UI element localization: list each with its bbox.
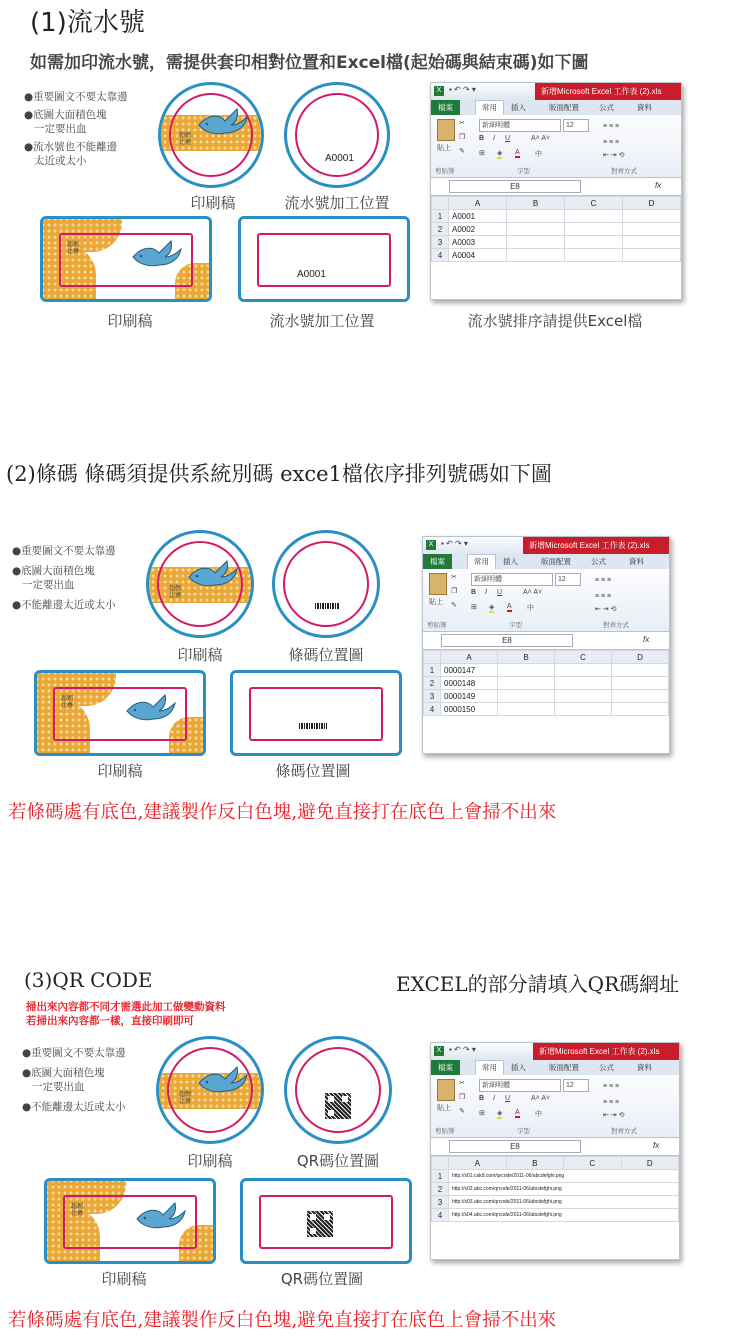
- ribbon: [423, 569, 669, 632]
- circle-label-position: [284, 1036, 392, 1144]
- excel-icon: X: [434, 1046, 444, 1056]
- cell[interactable]: [623, 210, 681, 223]
- tab-insert[interactable]: 插入: [511, 1063, 526, 1072]
- caption-position: 條碼位置圖: [288, 646, 364, 664]
- bleed-circle: [295, 93, 379, 177]
- excel-titlebar: [431, 1043, 679, 1060]
- cell[interactable]: [507, 249, 565, 262]
- row-header[interactable]: 3: [424, 690, 441, 703]
- bullet: 太近或太小: [34, 155, 87, 167]
- align-icons[interactable]: ≡ ≡ ≡: [603, 139, 620, 146]
- underline-icon[interactable]: U: [497, 589, 503, 596]
- sheet-grid: [431, 1156, 679, 1222]
- font-color-icon[interactable]: A: [515, 1109, 520, 1116]
- format-painter-icon[interactable]: ✎: [451, 602, 457, 609]
- quick-access-icons[interactable]: ▪ ↶ ↷ ▾: [441, 539, 468, 548]
- paste-label[interactable]: 貼上: [437, 145, 451, 152]
- tab-layout[interactable]: 版面配置: [541, 557, 571, 566]
- bleed-circle: [295, 1047, 381, 1133]
- rect-label-position: [230, 670, 402, 756]
- note-line: 若掃出來內容都一樣，直接印刷即可: [26, 1015, 194, 1027]
- bullet: ●不能離邊太近或太小: [22, 1101, 126, 1113]
- col-header[interactable]: A: [449, 197, 507, 210]
- tab-file[interactable]: 檔案: [431, 100, 460, 115]
- bird-icon: [195, 1061, 251, 1101]
- font-color-icon[interactable]: A: [515, 149, 520, 156]
- caption-position: QR碼位置圖: [280, 1270, 364, 1288]
- tab-insert[interactable]: 插入: [503, 557, 518, 566]
- format-painter-icon[interactable]: ✎: [459, 148, 465, 155]
- italic-icon[interactable]: I: [493, 135, 495, 142]
- row-header[interactable]: 3: [432, 236, 449, 249]
- bullet: ●重要圖文不要太靠邊: [24, 91, 128, 103]
- bullet: ●流水號也不能離邊: [24, 141, 118, 153]
- caption-print: 印刷稿: [177, 646, 223, 664]
- label-text: 超韌 比賽: [179, 1091, 192, 1105]
- cell[interactable]: [612, 690, 669, 703]
- underline-icon[interactable]: U: [505, 135, 511, 142]
- row-header[interactable]: 4: [424, 703, 441, 716]
- section3-bullets: [22, 1046, 126, 1114]
- group-align: 對齊方式: [611, 168, 637, 175]
- bird-icon: [185, 555, 241, 595]
- caption-print: 印刷稿: [97, 762, 143, 780]
- copy-icon[interactable]: ❐: [459, 1094, 466, 1101]
- formula-bar: [431, 178, 681, 196]
- group-font: 字型: [509, 622, 522, 629]
- font-grow-icon[interactable]: A˄ A˅: [531, 1095, 551, 1102]
- col-header[interactable]: D: [621, 1157, 679, 1170]
- cell[interactable]: A0002: [449, 223, 507, 236]
- ribbon: [431, 115, 681, 178]
- row-header[interactable]: 2: [432, 223, 449, 236]
- italic-icon[interactable]: I: [493, 1095, 495, 1102]
- bullet: ●底圖大面積色塊: [12, 565, 95, 577]
- tab-formula[interactable]: 公式: [591, 557, 606, 566]
- section3-title: (3)QR CODE: [24, 968, 153, 992]
- section1-subtitle: 如需加印流水號，需提供套印相對位置和Excel檔(起始碼與結束碼)如下圖: [30, 53, 589, 73]
- excel-window: [422, 536, 670, 754]
- name-box[interactable]: E8: [441, 634, 573, 647]
- bird-icon: [129, 235, 185, 275]
- phonetic-icon[interactable]: 中: [535, 151, 542, 158]
- row-header[interactable]: 2: [432, 1183, 449, 1196]
- sheet-grid: [431, 196, 681, 262]
- paste-icon[interactable]: [429, 573, 447, 595]
- col-header[interactable]: C: [555, 651, 612, 664]
- qr-code-icon: [325, 1093, 351, 1119]
- font-grow-icon[interactable]: A˄ A˅: [523, 589, 543, 596]
- caption-position: 流水號加工位置: [284, 194, 390, 212]
- bullet: ●底圖大面積色塊: [22, 1067, 105, 1079]
- cut-icon[interactable]: ✂: [459, 120, 465, 127]
- cell[interactable]: A0004: [449, 249, 507, 262]
- align-icons[interactable]: ≡ ≡ ≡: [595, 593, 612, 600]
- circle-label-print: [156, 1036, 264, 1144]
- font-grow-icon[interactable]: A˄ A˅: [531, 135, 551, 142]
- bold-icon[interactable]: B: [479, 135, 485, 142]
- row-header[interactable]: 1: [432, 1170, 449, 1183]
- cut-icon[interactable]: ✂: [459, 1080, 465, 1087]
- cell[interactable]: [565, 210, 623, 223]
- italic-icon[interactable]: I: [485, 589, 487, 596]
- excel-window: [430, 1042, 680, 1260]
- rect-label-position: [238, 216, 410, 302]
- formula-bar: [423, 632, 669, 650]
- underline-icon[interactable]: U: [505, 1095, 511, 1102]
- quick-access-icons[interactable]: ▪ ↶ ↷ ▾: [449, 85, 476, 94]
- cell[interactable]: http://s01.cak9.com/qrcode/2011-06/abcdefghi.png: [449, 1170, 679, 1183]
- tab-data[interactable]: 資料: [637, 103, 652, 112]
- excel-window: [430, 82, 682, 300]
- qr-code-icon: [307, 1211, 333, 1237]
- paste-label[interactable]: 貼上: [429, 599, 443, 606]
- col-header[interactable]: D: [623, 197, 681, 210]
- fx-icon[interactable]: fx: [653, 1141, 660, 1150]
- row-header[interactable]: 2: [424, 677, 441, 690]
- group-align: 對齊方式: [603, 622, 629, 629]
- tab-layout[interactable]: 版面配置: [549, 103, 579, 112]
- note-line: 掃出來內容都不同才需選此加工做變動資料: [26, 1001, 226, 1013]
- fill-color-icon[interactable]: ◈: [497, 150, 503, 157]
- formula-bar: [431, 1138, 679, 1156]
- ribbon: [431, 1075, 679, 1138]
- cell[interactable]: [623, 236, 681, 249]
- warning-text: 若條碼處有底色,建議製作反白色塊,避免直接打在底色上會掃不出來: [8, 1310, 557, 1331]
- cell[interactable]: [555, 690, 612, 703]
- section3-notes: [26, 1000, 226, 1028]
- serial-number: A0001: [325, 153, 354, 164]
- tab-formula[interactable]: 公式: [599, 103, 614, 112]
- circle-label-position: [284, 82, 390, 188]
- tab-layout[interactable]: 版面配置: [549, 1063, 579, 1072]
- font-name-select[interactable]: 新細明體: [471, 573, 553, 586]
- tab-file[interactable]: 檔案: [431, 1060, 460, 1075]
- bullet: 一定要出血: [34, 123, 87, 135]
- tab-data[interactable]: 資料: [637, 1063, 652, 1072]
- indent-icons[interactable]: ⇤ ⇥ ⟲: [603, 152, 625, 159]
- border-icon[interactable]: ⊞: [471, 604, 477, 611]
- group-clipboard: 剪貼簿: [435, 1128, 455, 1135]
- row-header[interactable]: 4: [432, 1209, 449, 1222]
- bullet: 一定要出血: [32, 1081, 85, 1093]
- rect-label-print: [40, 216, 212, 302]
- fill-color-icon[interactable]: ◈: [497, 1110, 503, 1117]
- barcode-icon: [299, 723, 327, 729]
- align-icons[interactable]: ≡ ≡ ≡: [603, 1083, 620, 1090]
- cell[interactable]: A0003: [449, 236, 507, 249]
- excel-icon: X: [426, 540, 436, 550]
- cell[interactable]: 0000150: [441, 703, 498, 716]
- cell[interactable]: http://s02.abc.com/qrcode/2011-06/abcdefghi.png: [449, 1183, 679, 1196]
- align-icons[interactable]: ≡ ≡ ≡: [595, 577, 612, 584]
- cell[interactable]: 0000147: [441, 664, 498, 677]
- font-color-icon[interactable]: A: [507, 603, 512, 610]
- col-header[interactable]: C: [564, 1157, 622, 1170]
- cell[interactable]: [623, 249, 681, 262]
- label-text: 超韌 比賽: [71, 1203, 84, 1217]
- cell[interactable]: [507, 223, 565, 236]
- group-font: 字型: [517, 168, 530, 175]
- align-icons[interactable]: ≡ ≡ ≡: [603, 1099, 620, 1106]
- name-box[interactable]: E8: [449, 180, 581, 193]
- section2-bullets: [12, 544, 116, 612]
- group-clipboard: 剪貼簿: [435, 168, 455, 175]
- ribbon-tabs: [423, 554, 669, 569]
- phonetic-icon[interactable]: 中: [535, 1111, 542, 1118]
- fx-icon[interactable]: fx: [643, 635, 650, 644]
- bullet: 一定要出血: [22, 579, 75, 591]
- cell[interactable]: [555, 703, 612, 716]
- row-header[interactable]: 4: [432, 249, 449, 262]
- cell[interactable]: 0000148: [441, 677, 498, 690]
- group-align: 對齊方式: [611, 1128, 637, 1135]
- cell[interactable]: [498, 690, 555, 703]
- bullet: ●重要圖文不要太靠邊: [12, 545, 116, 557]
- ribbon-tabs: [431, 100, 681, 115]
- copy-icon[interactable]: ❐: [459, 134, 466, 141]
- cell[interactable]: [612, 703, 669, 716]
- excel-titlebar: [431, 83, 681, 100]
- tab-home[interactable]: 常用: [475, 1060, 504, 1075]
- fill-color-icon[interactable]: ◈: [489, 604, 495, 611]
- cell[interactable]: [498, 677, 555, 690]
- excel-titlebar: [423, 537, 669, 554]
- col-header[interactable]: D: [612, 651, 669, 664]
- row-header[interactable]: 1: [424, 664, 441, 677]
- caption-print: 印刷稿: [190, 194, 236, 212]
- cell[interactable]: [565, 249, 623, 262]
- cell[interactable]: [612, 664, 669, 677]
- tab-home[interactable]: 常用: [467, 554, 496, 569]
- bleed-rect: [249, 687, 383, 741]
- circle-label-print: [158, 82, 264, 188]
- circle-label-print: [146, 530, 254, 638]
- tab-insert[interactable]: 插入: [511, 103, 526, 112]
- warning-text: 若條碼處有底色,建議製作反白色塊,避免直接打在底色上會掃不出來: [8, 802, 557, 823]
- bird-icon: [195, 103, 251, 143]
- window-title: 新增Microsoft Excel 工作表 (2).xls: [535, 83, 681, 100]
- font-name-select[interactable]: 新細明體: [479, 1079, 561, 1092]
- bold-icon[interactable]: B: [479, 1095, 485, 1102]
- tab-file[interactable]: 檔案: [423, 554, 452, 569]
- serial-number: A0001: [297, 269, 326, 280]
- bullet: ●不能離邊太近或太小: [12, 599, 116, 611]
- cell[interactable]: [565, 223, 623, 236]
- cell[interactable]: http://s04.abc.com/qrcode/2011-06/abcdefghi.png: [449, 1209, 679, 1222]
- section1-bullets: [24, 90, 128, 168]
- excel-icon: X: [434, 86, 444, 96]
- paste-label[interactable]: 貼上: [437, 1105, 451, 1112]
- copy-icon[interactable]: ❐: [451, 588, 458, 595]
- caption-print: 印刷稿: [101, 1270, 147, 1288]
- section1-title: (1)流水號: [30, 8, 145, 38]
- rect-label-print: [34, 670, 206, 756]
- rect-label-position: [240, 1178, 412, 1264]
- sheet-grid: [423, 650, 669, 716]
- cell[interactable]: [565, 236, 623, 249]
- col-header[interactable]: A: [449, 1157, 507, 1170]
- label-text: 超韌 比賽: [67, 241, 80, 255]
- window-title: 新增Microsoft Excel 工作表 (2).xls: [523, 537, 669, 554]
- font-name-select[interactable]: 新細明體: [479, 119, 561, 132]
- quick-access-icons[interactable]: ▪ ↶ ↷ ▾: [449, 1045, 476, 1054]
- tab-formula[interactable]: 公式: [599, 1063, 614, 1072]
- caption-position: QR碼位置圖: [296, 1152, 380, 1170]
- indent-icons[interactable]: ⇤ ⇥ ⟲: [603, 1112, 625, 1119]
- bird-icon: [123, 689, 179, 729]
- bird-icon: [133, 1197, 189, 1237]
- bold-icon[interactable]: B: [471, 589, 477, 596]
- tab-data[interactable]: 資料: [629, 557, 644, 566]
- cell[interactable]: [623, 223, 681, 236]
- section2-title: (2)條碼 條碼須提供系統別碼 exce1檔依序排列號碼如下圖: [6, 462, 552, 486]
- border-icon[interactable]: ⊞: [479, 150, 485, 157]
- cell[interactable]: [555, 664, 612, 677]
- col-header[interactable]: C: [565, 197, 623, 210]
- caption-excel: 流水號排序請提供Excel檔: [467, 312, 643, 330]
- row-header[interactable]: 3: [432, 1196, 449, 1209]
- cell[interactable]: 0000149: [441, 690, 498, 703]
- paste-icon[interactable]: [437, 119, 455, 141]
- ribbon-tabs: [431, 1060, 679, 1075]
- cut-icon[interactable]: ✂: [451, 574, 457, 581]
- bullet: ●重要圖文不要太靠邊: [22, 1047, 126, 1059]
- border-icon[interactable]: ⊞: [479, 1110, 485, 1117]
- phonetic-icon[interactable]: 中: [527, 605, 534, 612]
- row-header[interactable]: 1: [432, 210, 449, 223]
- group-font: 字型: [517, 1128, 530, 1135]
- font-size-select[interactable]: 12: [563, 1079, 589, 1092]
- section3-title-right: EXCEL的部分請填入QR碼網址: [396, 972, 680, 996]
- paste-icon[interactable]: [437, 1079, 455, 1101]
- name-box[interactable]: E8: [449, 1140, 581, 1153]
- circle-label-position: [272, 530, 380, 638]
- cell[interactable]: [498, 703, 555, 716]
- group-clipboard: 剪貼簿: [427, 622, 447, 629]
- cell[interactable]: [612, 677, 669, 690]
- barcode-icon: [315, 603, 339, 609]
- caption-position: 條碼位置圖: [275, 762, 351, 780]
- cell[interactable]: [555, 677, 612, 690]
- font-size-select[interactable]: 12: [555, 573, 581, 586]
- col-header[interactable]: B: [507, 197, 565, 210]
- caption-print: 印刷稿: [107, 312, 153, 330]
- cell[interactable]: [507, 236, 565, 249]
- font-size-select[interactable]: 12: [563, 119, 589, 132]
- caption-print: 印刷稿: [187, 1152, 233, 1170]
- align-icons[interactable]: ≡ ≡ ≡: [603, 123, 620, 130]
- caption-position: 流水號加工位置: [269, 312, 375, 330]
- col-header[interactable]: B: [506, 1157, 564, 1170]
- indent-icons[interactable]: ⇤ ⇥ ⟲: [595, 606, 617, 613]
- fx-icon[interactable]: fx: [655, 181, 662, 190]
- cell[interactable]: [498, 664, 555, 677]
- col-header[interactable]: B: [498, 651, 555, 664]
- label-text: 超韌 比賽: [169, 585, 182, 599]
- tab-home[interactable]: 常用: [475, 100, 504, 115]
- cell[interactable]: http://s03.abc.com/qrcode/2011-06/abcdefghi.png: [449, 1196, 679, 1209]
- col-header[interactable]: A: [441, 651, 498, 664]
- cell[interactable]: A0001: [449, 210, 507, 223]
- bleed-circle: [283, 541, 369, 627]
- window-title: 新增Microsoft Excel 工作表 (2).xls: [533, 1043, 679, 1060]
- label-text: 超韌 比賽: [61, 695, 74, 709]
- label-text: 超韌 比賽: [179, 132, 192, 146]
- rect-label-print: [44, 1178, 216, 1264]
- cell[interactable]: [507, 210, 565, 223]
- bullet: ●底圖大面積色塊: [24, 109, 107, 121]
- format-painter-icon[interactable]: ✎: [459, 1108, 465, 1115]
